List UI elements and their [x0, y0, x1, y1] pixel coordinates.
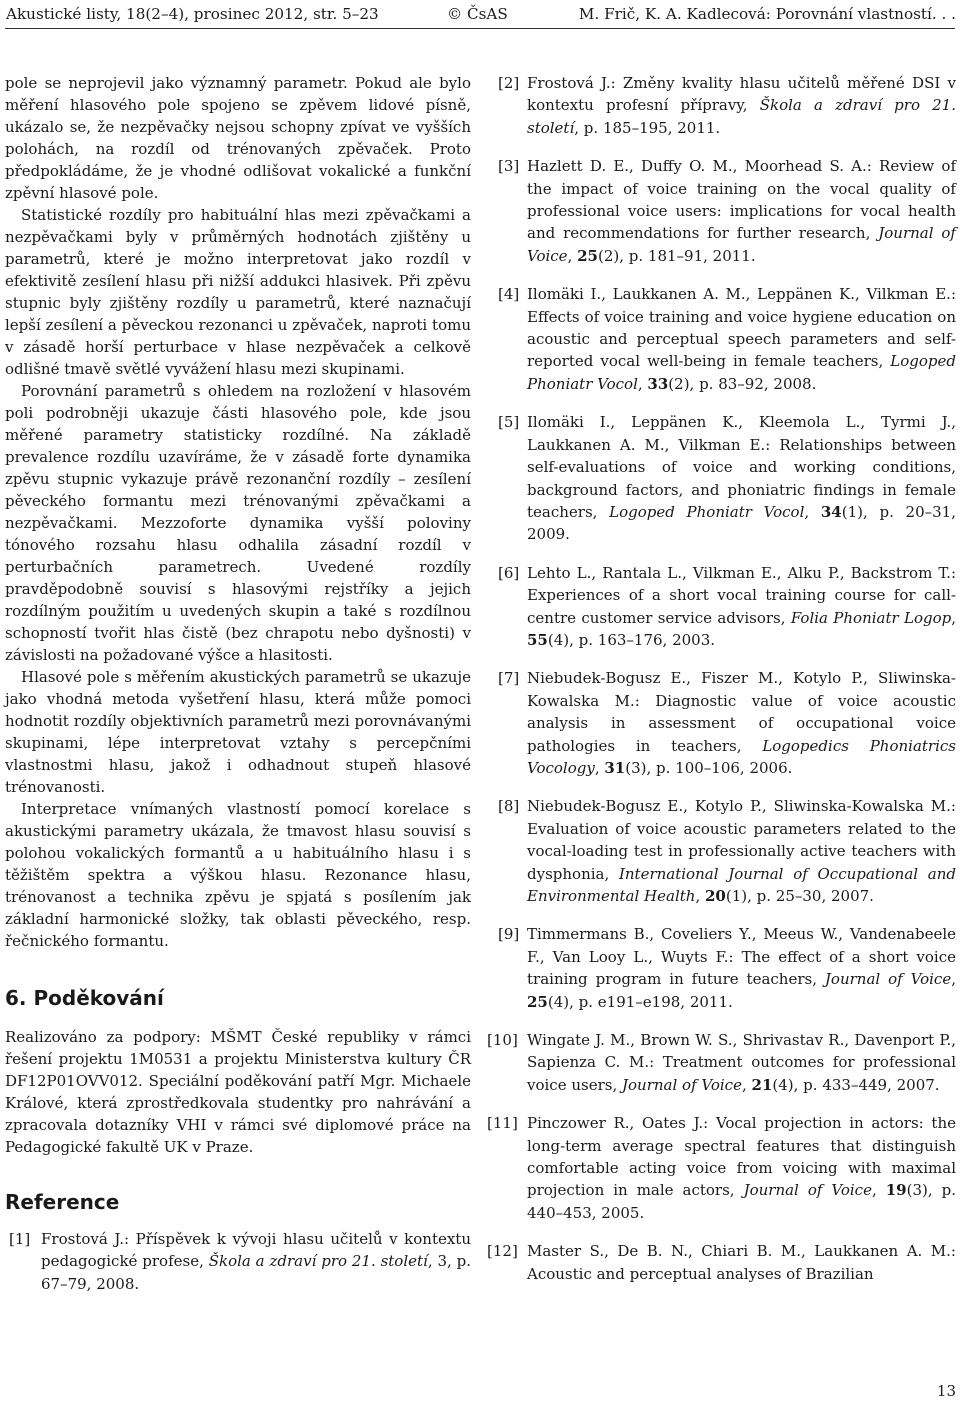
reference-journal: Folia Phoniatr Logop	[790, 608, 952, 627]
reference-item: [10] Wingate J. M., Brown W. S., Shrivastav R., Davenport P., Sapienza C. M.: Treatment outcomes for professional voice users, Journal of Voice, 21(4), p. 433–449, 2007.	[487, 1031, 956, 1094]
reference-journal: Journal of Voice	[824, 970, 952, 989]
reference-authors-title: Master S., De B. N., Chiari B. M., Laukkanen A. M.: Acoustic and perceptual analyses of Brazilian	[527, 1242, 956, 1283]
reference-details: , 3, p. 67–79, 2008.	[41, 1252, 471, 1293]
reference-item: [9] Timmermans B., Coveliers Y., Meeus W., Vandenabeele F., Van Looy L., Wuyts F.: The effect of a short voice training program in future teachers, Journal of Voice, 25(4), p. e191–e198, 2011.	[498, 925, 956, 1011]
reference-details: (4), p. e191–e198, 2011.	[547, 992, 733, 1011]
reference-item: [8] Niebudek-Bogusz E., Kotylo P., Sliwinska-Kowalska M.: Evaluation of voice acoustic parameters related to the vocal-loading test in professionally active teachers with dysphonia, International Journal of Occupational and Environmental Health, 20(1), p. 25–30, 2007.	[498, 797, 956, 905]
reference-number: [3]	[498, 157, 520, 176]
reference-authors-title: Ilomäki I., Laukkanen A. M., Leppänen K., Vilkman E.: Effects of voice training and voice hygiene education on acoustic and perceptual speech parameters and self-reported vocal well-being in female teachers,	[527, 285, 956, 371]
paragraph: pole se neprojevil jako významný parametr. Pokud ale bylo měření hlasového pole spojeno se zpěvem lidové písně, ukázalo se, že nezpěvačky nejsou schopny zpívat ve vyšších polohách, na rozdíl od trénovaných zpěvaček. Proto předpokládáme, že je vhodné odlišovat vokalické a funkční zpěvní hlasové pole.	[5, 74, 471, 202]
reference-journal: Logopedics Phoniatrics Vocology	[527, 736, 956, 777]
copyright-mark: © ČsAS	[447, 5, 508, 23]
reference-journal: Logoped Phoniatr Vocol	[609, 502, 805, 521]
reference-volume: 19	[885, 1181, 907, 1200]
reference-authors-title: Pinczower R., Oates J.: Vocal projection in actors: the long-term average spectral features that distinguish comfortable acting voice from voicing with maximal projection in male actors,	[527, 1114, 956, 1200]
reference-volume: 33	[647, 374, 669, 393]
reference-authors-title: Lehto L., Rantala L., Vilkman E., Alku P., Backstrom T.: Experiences of a short vocal training course for call-centre customer service advisors,	[527, 563, 956, 627]
paragraph: Porovnání parametrů s ohledem na rozložení v hlasovém poli podrobněji ukazuje části hlasového pole, kde jsou měřené parametry statisticky rozdílné. Na základě prevalence rozdílu uzavíráme, že v zásadě forte dynamika zpěvu stupnic vykazuje právě rezonanční rozdíly – zesílení pěveckého formantu mezi trénovanými zpěvačkami a nezpěvačkami. Mezzoforte dynamika vyšší poloviny tónového rozsahu hlasu odhalila zásadní rozdíl v perturbačních parametrech. Uvedené rozdíly pravděpodobně souvisí s hlasovými rejstříky a jejich rozdílným použitím u uvedených skupin a také s rozdílnou schopností tvořit hlas čistě (bez chrapotu nebo dyšnosti) v závislosti na požadované výšce a hlasitosti.	[5, 382, 471, 664]
reference-number: [8]	[498, 797, 520, 816]
reference-journal: Journal of Voice	[743, 1181, 872, 1200]
reference-details: (1), p. 25–30, 2007.	[725, 887, 874, 905]
reference-item: [4] Ilomäki I., Laukkanen A. M., Leppänen K., Vilkman E.: Effects of voice training and voice hygiene education on acoustic and perceptual speech parameters and self-reported vocal well-being in female teachers, Logoped Phoniatr Vocol, 33(2), p. 83–92, 2008.	[498, 285, 956, 393]
reference-journal: Journal of Voice	[622, 1075, 742, 1094]
reference-authors-title: Frostová J.: Příspěvek k vývoji hlasu učitelů v kontextu pedagogické profese,	[41, 1230, 471, 1271]
reference-journal: International Journal of Occupational and Environmental Health	[527, 864, 956, 905]
section-heading-acknowledgement: 6. Poděkování	[5, 986, 164, 1010]
reference-number: [6]	[498, 563, 520, 582]
reference-number: [9]	[498, 925, 520, 944]
reference-authors-title: Niebudek-Bogusz E., Fiszer M., Kotylo P., Sliwinska-Kowalska M.: Diagnostic value of voice acoustic analysis in assessment of occupational voice pathologies in teachers,	[527, 669, 956, 755]
header-rule	[5, 28, 955, 29]
reference-number: [4]	[498, 285, 520, 304]
reference-details: (2), p. 181–91, 2011.	[597, 246, 756, 265]
reference-volume: 31	[604, 758, 626, 777]
reference-authors-title: Frostová J.: Změny kvality hlasu učitelů měřené DSI v kontextu profesní přípravy,	[527, 74, 956, 115]
reference-details: (4), p. 163–176, 2003.	[547, 630, 716, 649]
reference-item: [7] Niebudek-Bogusz E., Fiszer M., Kotylo P., Sliwinska-Kowalska M.: Diagnostic value of voice acoustic analysis in assessment of occupational voice pathologies in teachers, Logopedics Phoniatrics Vocology, 31(3), p. 100–106, 2006.	[498, 669, 956, 777]
reference-number: [5]	[498, 413, 520, 432]
reference-number: [12]	[487, 1242, 518, 1261]
references-heading: Reference	[5, 1190, 120, 1214]
reference-item: [11] Pinczower R., Oates J.: Vocal projection in actors: the long-term average spectral features that distinguish comfortable acting voice from voicing with maximal projection in male actors, Journal of Voice, 19(3), p. 440–453, 2005.	[487, 1114, 956, 1222]
paragraph: Hlasové pole s měřením akustických parametrů se ukazuje jako vhodná metoda vyšetření hlasu, která může pomoci hodnotit rozdíly objektivních parametrů mezi porovnávanými skupinami, lépe interpretovat vztahy s percepčními vlastnostmi hlasu, jakož i odhadnout stupeň hlasové trénovanosti.	[5, 668, 471, 796]
reference-details: (4), p. 433–449, 2007.	[772, 1075, 940, 1094]
journal-citation: Akustické listy, 18(2–4), prosinec 2012, str. 5–23	[6, 5, 379, 23]
reference-journal: Škola a zdraví pro 21. století	[208, 1252, 428, 1271]
reference-authors-title: Ilomäki I., Leppänen K., Kleemola L., Tyrmi J., Laukkanen A. M., Vilkman E.: Relationships between self-evaluations of voice and working conditions, background factors, and phoniatric findings in female teachers,	[527, 413, 956, 521]
page-number: 13	[936, 1382, 956, 1400]
reference-number: [2]	[498, 74, 520, 92]
reference-journal: Škola a zdraví pro 21. století	[527, 96, 956, 137]
reference-number: [11]	[487, 1114, 518, 1133]
reference-item: [5] Ilomäki I., Leppänen K., Kleemola L., Tyrmi J., Laukkanen A. M., Vilkman E.: Relationships between self-evaluations of voice and working conditions, background factors, and phoniatric findings in female teachers, Logoped Phoniatr Vocol, 34(1), p. 20–31, 2009.	[498, 413, 956, 544]
reference-authors-title: Wingate J. M., Brown W. S., Shrivastav R., Davenport P., Sapienza C. M.: Treatment outcomes for professional voice users,	[527, 1031, 956, 1094]
acknowledgement-text: Realizováno za podpory: MŠMT České republiky v rámci řešení projektu 1M0531 a projektu Ministerstva kultury ČR DF12P01OVV012. Speciální poděkování patří Mgr. Michaele Králové, která zprostředkovala studentky pro nahrávání a zpracovala dotazníky VHI v rámci své diplomové práce na Pedagogické fakultě UK v Praze.	[5, 1028, 471, 1156]
reference-item	[491, 72, 956, 139]
paragraph: Statistické rozdíly pro habituální hlas mezi zpěvačkami a nezpěvačkami byly v průměrných hodnotách zjištěny u parametrů, které je možno interpretovat jako rozdíl v efektivitě zesílení hlasu při nižší addukci hlasivek. Při zpěvu stupnic byly zjištěny rozdíly u parametrů, které naznačují lepší zesílení a pěveckou rezonanci u zpěvaček, naproti tomu v zásadě horší perturbace v hlase nezpěvaček a celkově odlišné tmavě světlé vyvážení hlasu mezi skupinami.	[5, 206, 471, 378]
running-header	[6, 4, 956, 26]
reference-list	[487, 72, 956, 1285]
reference-item: [3] Hazlett D. E., Duffy O. M., Moorhead S. A.: Review of the impact of voice training on the vocal quality of professional voice users: implications for vocal health and recommendations for further research, Journal of Voice, 25(2), p. 181–91, 2011.	[498, 157, 956, 265]
reference-volume: 21	[751, 1075, 773, 1094]
reference-details: (2), p. 83–92, 2008.	[668, 374, 817, 393]
reference-volume: 25	[577, 246, 598, 265]
reference-number: [1]	[9, 1230, 31, 1248]
reference-list	[5, 1228, 471, 1295]
reference-item	[487, 1240, 956, 1285]
reference-volume: 25	[527, 992, 548, 1011]
running-authors: M. Frič, K. A. Kadlecová: Porovnání vlastností. . .	[578, 5, 956, 23]
reference-volume: 55	[527, 630, 548, 649]
reference-authors-title: Timmermans B., Coveliers Y., Meeus W., Vandenabeele F., Van Looy L., Wuyts F.: The effect of a short voice training program in future teachers,	[527, 925, 956, 989]
reference-authors-title: Hazlett D. E., Duffy O. M., Moorhead S. A.: Review of the impact of voice training on the vocal quality of professional voice users: implications for vocal health and recommendations for further research,	[527, 157, 956, 243]
left-column	[5, 72, 471, 1372]
reference-authors-title: Niebudek-Bogusz E., Kotylo P., Sliwinska-Kowalska M.: Evaluation of voice acoustic parameters related to the vocal-loading test in professionally active teachers with dysphonia,	[527, 797, 956, 883]
right-column	[487, 72, 956, 1372]
reference-journal: Journal of Voice	[527, 224, 956, 265]
reference-item	[5, 1228, 471, 1295]
reference-details: (3), p. 440–453, 2005.	[527, 1181, 956, 1222]
reference-item: [6] Lehto L., Rantala L., Vilkman E., Alku P., Backstrom T.: Experiences of a short vocal training course for call-centre customer service advisors, Folia Phoniatr Logop, 55(4), p. 163–176, 2003.	[498, 563, 956, 649]
reference-volume: 20	[704, 887, 726, 905]
reference-details: (1), p. 20–31, 2009.	[527, 502, 956, 544]
reference-details: (3), p. 100–106, 2006.	[625, 758, 793, 777]
reference-number: [10]	[487, 1031, 518, 1050]
reference-volume: 34	[820, 502, 842, 521]
paragraph: Interpretace vnímaných vlastností pomocí korelace s akustickými parametry ukázala, že tmavost hlasu souvisí s polohou vokalických formantů a u habituálního hlasu i s těžištěm spektra a výškou hlasu. Rezonance hlasu, trénovanost a technika zpěvu je spjatá s posílením jak základní harmonické složky, tak oblasti pěveckého, resp. řečnického formantu.	[5, 800, 471, 950]
reference-journal: Logoped Phoniatr Vocol	[527, 352, 956, 393]
reference-number: [7]	[498, 669, 520, 688]
reference-details: , p. 185–195, 2011.	[574, 118, 721, 137]
